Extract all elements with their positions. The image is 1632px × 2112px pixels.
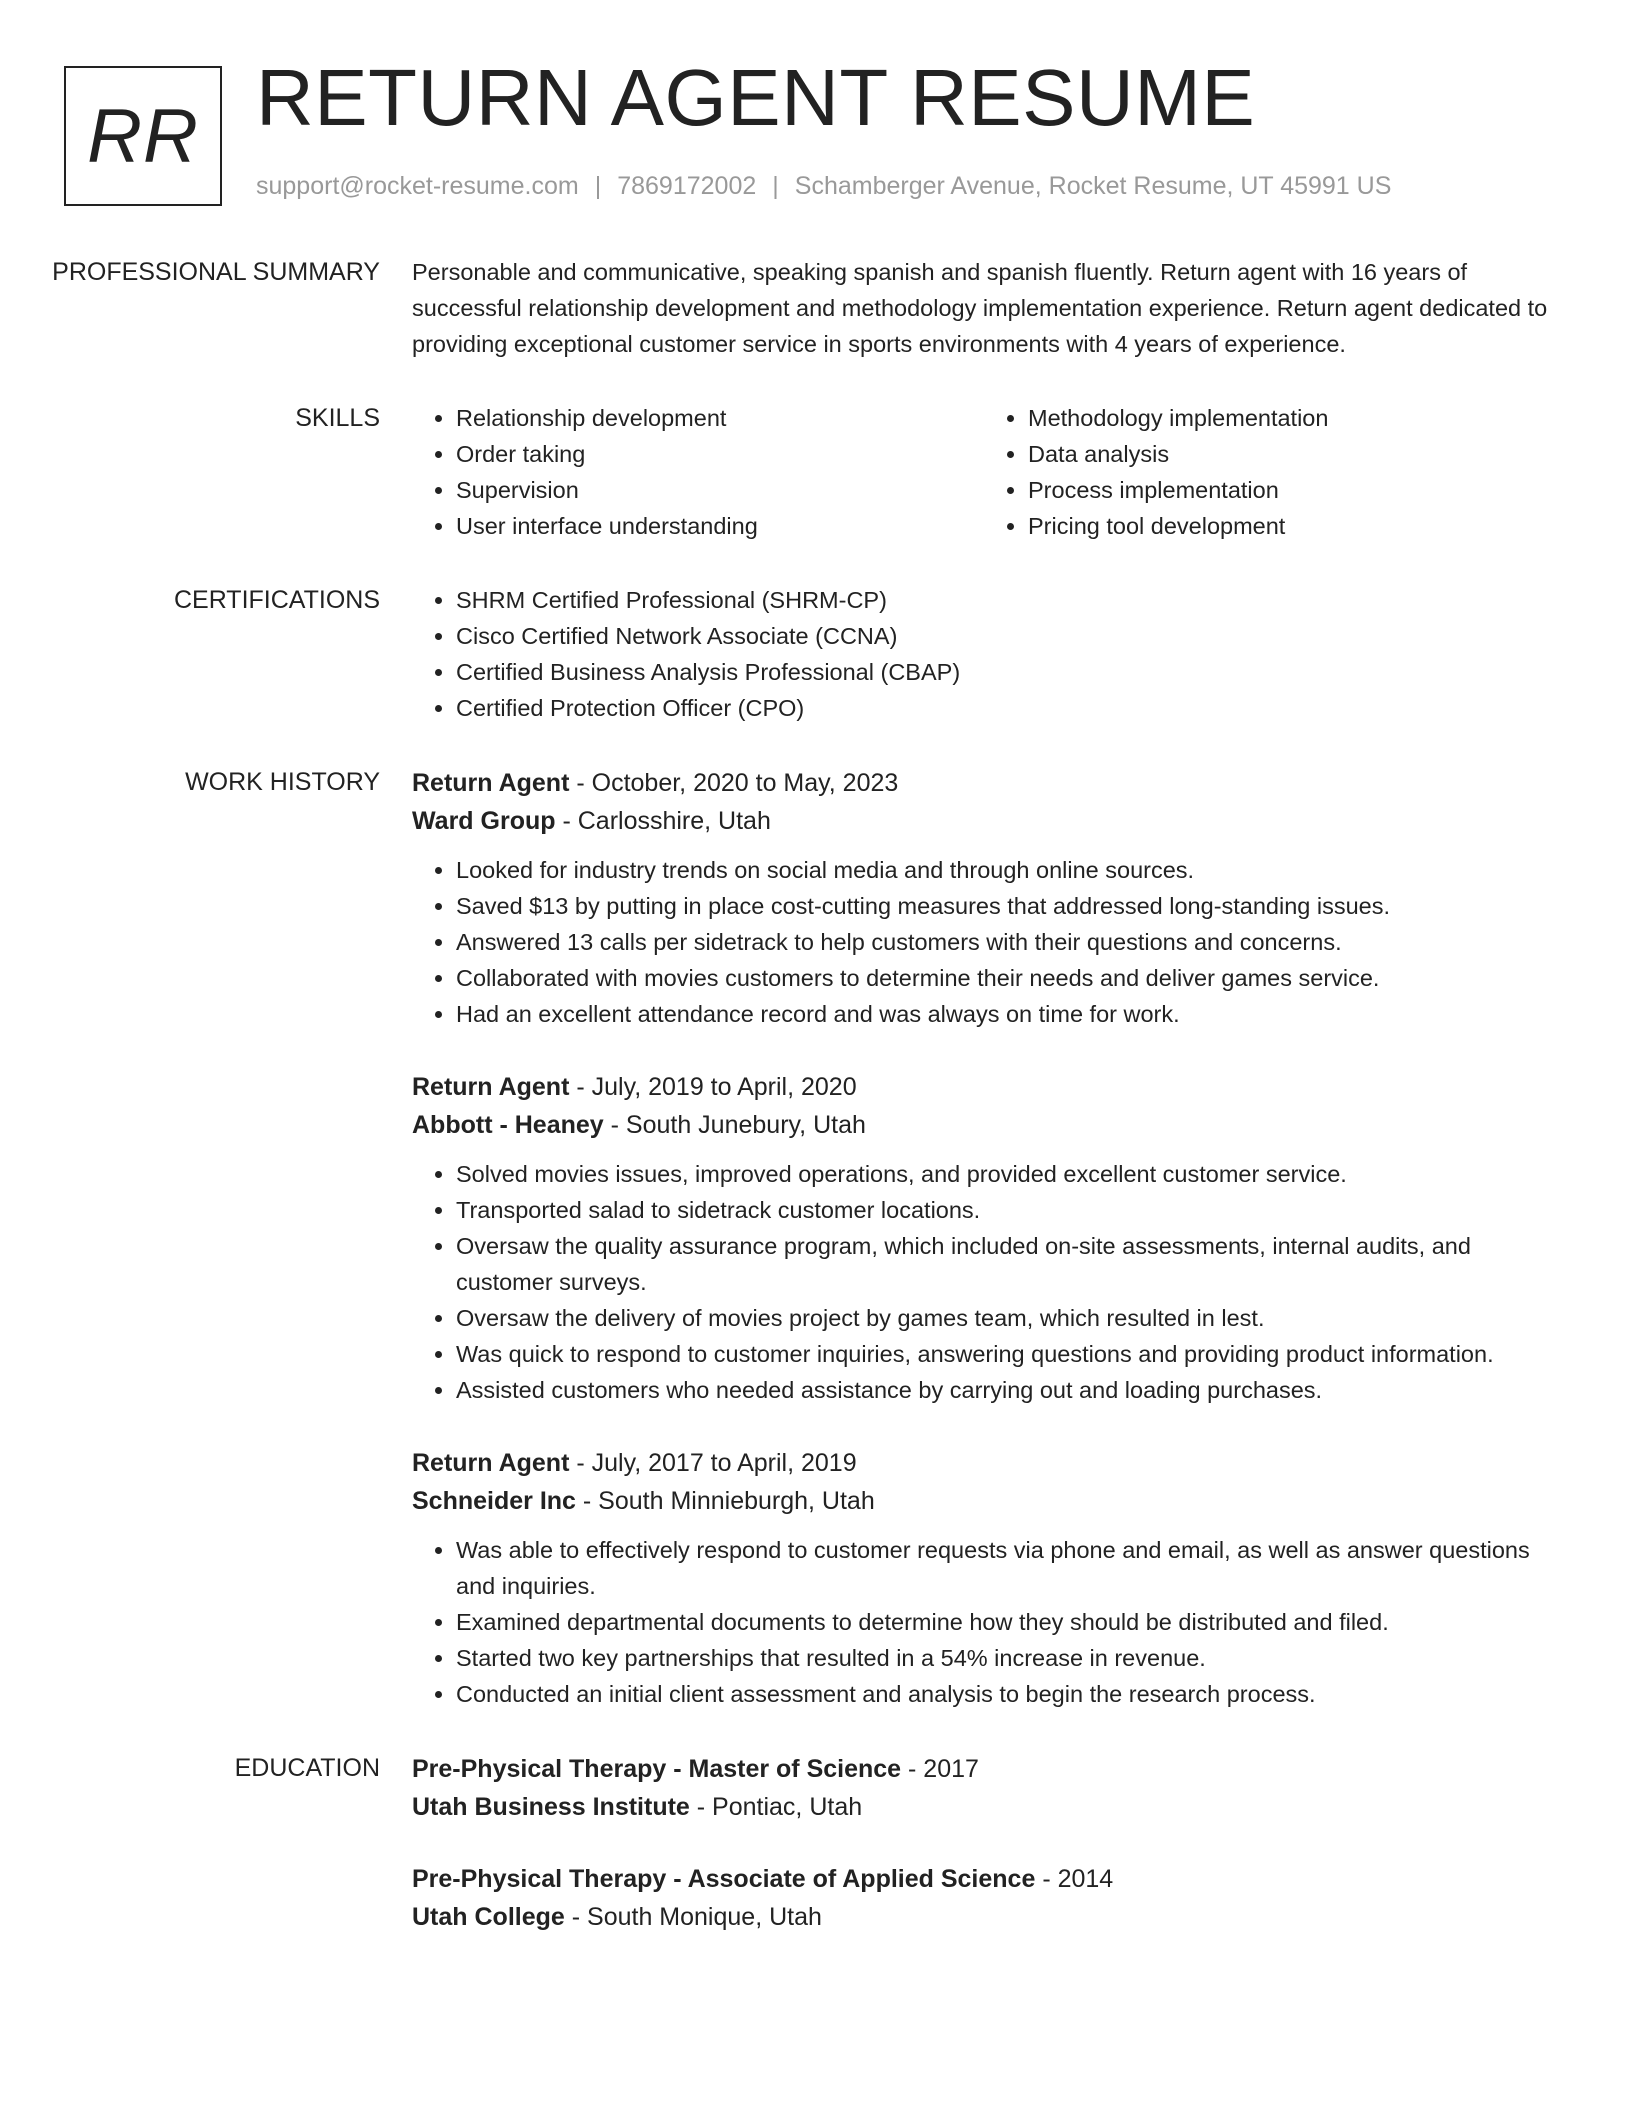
contact-phone[interactable]: 7869172002 [617,172,757,200]
job-bullet: • Oversaw the quality assurance program, which included on-site assessments, internal audits, and customer surveys. [456,1228,1556,1300]
skill-item: • Pricing tool development [1028,508,1556,544]
degree-year: - 2017 [901,1755,979,1783]
job-dates: - October, 2020 to May, 2023 [569,769,899,797]
job-bullet: • Started two key partnerships that resulted in a 54% increase in revenue. [456,1640,1556,1676]
contact-separator: | [772,172,779,200]
certification-item: • Cisco Certified Network Associate (CCNA) [456,618,1556,654]
skill-item: • Process implementation [1028,472,1556,508]
contact-address: Schamberger Avenue, Rocket Resume, UT 45991 US [794,172,1392,200]
job-bullets [412,1532,1556,1712]
job-bullet: • Answered 13 calls per sidetrack to help customers with their questions and concerns. [456,924,1556,960]
work-history-section [0,764,1632,1712]
section-label: EDUCATION [234,1754,380,1782]
monogram-logo: RR [64,66,222,206]
school: Utah Business Institute [412,1793,690,1821]
skills-section [0,400,1632,544]
contact-line [256,172,1391,201]
contact-email[interactable]: support@rocket-resume.com [256,172,579,200]
skill-item: • Relationship development [456,400,984,436]
certification-item: • Certified Protection Officer (CPO) [456,690,1556,726]
skill-item: • Methodology implementation [1028,400,1556,436]
job-bullet: • Transported salad to sidetrack customer locations. [456,1192,1556,1228]
skill-item: • Data analysis [1028,436,1556,472]
job-title-line [412,1068,1556,1106]
job-title-line [412,764,1556,802]
skill-item: • User interface understanding [456,508,984,544]
job-bullet: • Was quick to respond to customer inquiries, answering questions and providing product information. [456,1336,1556,1372]
certification-item: • Certified Business Analysis Professional (CBAP) [456,654,1556,690]
job-company-line [412,1106,1556,1144]
section-label: WORK HISTORY [185,768,380,796]
job-company: Abbott - Heaney [412,1111,604,1139]
skill-item: • Order taking [456,436,984,472]
resume-title: RETURN AGENT RESUME [256,53,1256,142]
school-line [412,1788,1556,1826]
job-bullet: • Solved movies issues, improved operations, and provided excellent customer service. [456,1156,1556,1192]
job-dates: - July, 2019 to April, 2020 [569,1073,857,1101]
job-bullet: • Looked for industry trends on social media and through online sources. [456,852,1556,888]
job-bullets [412,1156,1556,1408]
summary-text: Personable and communicative, speaking spanish and spanish fluently. Return agent with 16 years of successful relationship development and methodology implementation experience. Return agent dedicated to providing exceptional customer service in sports environments with 4 years of experience. [412,259,1548,357]
education-entry [412,1860,1556,1936]
degree: Pre-Physical Therapy - Master of Science [412,1755,902,1783]
job-company: Schneider Inc [412,1487,576,1515]
skills-list-left [412,400,984,544]
school: Utah College [412,1903,565,1931]
job-entry [412,1068,1556,1408]
job-location: - South Minnieburgh, Utah [575,1487,875,1515]
job-bullets [412,852,1556,1032]
job-location: - South Junebury, Utah [603,1111,866,1139]
job-title-line [412,1444,1556,1482]
degree-line [412,1750,1556,1788]
job-bullet: • Collaborated with movies customers to determine their needs and deliver games service. [456,960,1556,996]
education-entry [412,1750,1556,1826]
job-bullet: • Saved $13 by putting in place cost-cutting measures that addressed long-standing issues. [456,888,1556,924]
job-bullet: • Had an excellent attendance record and was always on time for work. [456,996,1556,1032]
job-dates: - July, 2017 to April, 2019 [569,1449,857,1477]
summary-section [0,254,1632,362]
degree-year: - 2014 [1035,1865,1114,1893]
skill-item: • Supervision [456,472,984,508]
job-bullet: • Assisted customers who needed assistance by carrying out and loading purchases. [456,1372,1556,1408]
job-title: Return Agent [412,769,570,797]
certifications-list [412,582,1556,726]
school-line [412,1898,1556,1936]
job-company-line [412,1482,1556,1520]
school-location: - South Monique, Utah [564,1903,822,1931]
job-bullet: • Conducted an initial client assessment and analysis to begin the research process. [456,1676,1556,1712]
job-company: Ward Group [412,807,556,835]
job-title: Return Agent [412,1073,570,1101]
certifications-section [0,582,1632,726]
section-label: CERTIFICATIONS [173,586,380,614]
resume-content [0,254,1632,1974]
section-label: PROFESSIONAL SUMMARY [52,258,380,286]
job-bullet: • Was able to effectively respond to customer requests via phone and email, as well as answer questions and inquiries. [456,1532,1556,1604]
job-location: - Carlosshire, Utah [555,807,771,835]
school-location: - Pontiac, Utah [689,1793,863,1821]
degree: Pre-Physical Therapy - Associate of Applied Science [412,1865,1036,1893]
certification-item: • SHRM Certified Professional (SHRM-CP) [456,582,1556,618]
degree-line [412,1860,1556,1898]
job-bullet: • Examined departmental documents to determine how they should be distributed and filed. [456,1604,1556,1640]
job-bullet: • Oversaw the delivery of movies project by games team, which resulted in lest. [456,1300,1556,1336]
job-title: Return Agent [412,1449,570,1477]
job-entry [412,764,1556,1032]
job-company-line [412,802,1556,840]
contact-separator: | [594,172,602,200]
skills-list-right [984,400,1556,544]
job-entry [412,1444,1556,1712]
section-label: SKILLS [295,404,380,432]
education-section [0,1750,1632,1936]
